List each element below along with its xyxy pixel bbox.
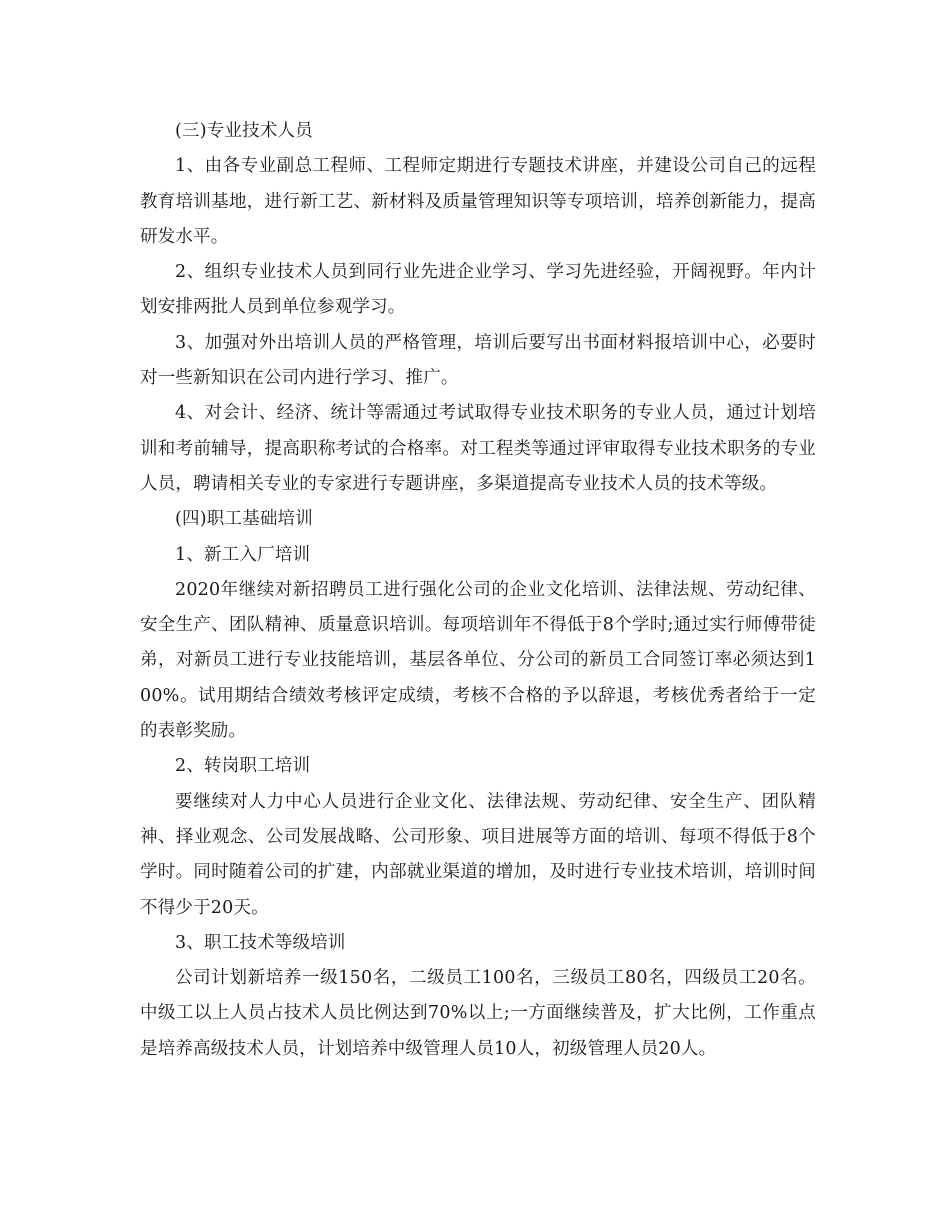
paragraph-item-3: 3、加强对外出培训人员的严格管理，培训后要写出书面材料报培训中心，必要时对一些新知识在公司内进行学习、推广。 xyxy=(140,332,816,389)
section-heading-basic-training: (四)职工基础培训 xyxy=(175,509,313,530)
subheading-skill-level-training: 3、职工技术等级培训 xyxy=(175,932,346,953)
document-body xyxy=(140,114,816,1067)
paragraph-item-4: 4、对会计、经济、统计等需通过考试取得专业技术职务的专业人员，通过计划培训和考前辅导，提高职称考试的合格率。对工程类等通过评审取得专业技术职务的专业人员，聘请相关专业的专家进行专题讲座，多渠道提高专业技术人员的技术等级。 xyxy=(140,403,816,494)
paragraph-item-2: 2、组织专业技术人员到同行业先进企业学习、学习先进经验，开阔视野。年内计划安排两批人员到单位参观学习。 xyxy=(140,262,816,318)
subheading-transfer-training: 2、转岗职工培训 xyxy=(175,756,311,777)
paragraph-skill-level-training: 公司计划新培养一级150名，二级员工100名，三级员工80名，四级员工20名。中级工以上人员占技术人员比例达到70%以上;一方面继续普及，扩大比例，工作重点是培养高级技术人员，计划培养中级管理人员10人，初级管理人员20人。 xyxy=(140,968,816,1059)
subheading-new-worker-training: 1、新工入厂培训 xyxy=(175,544,311,565)
paragraph-new-worker-training: 2020年继续对新招聘员工进行强化公司的企业文化培训、法律法规、劳动纪律、安全生产、团队精神、质量意识培训。每项培训年不得低于8个学时;通过实行师傅带徒弟，对新员工进行专业技能培训，基层各单位、分公司的新员工合同签订率必须达到100%。试用期结合绩效考核评定成绩，考核不合格的予以辞退，考核优秀者给于一定的表彰奖励。 xyxy=(140,579,816,742)
paragraph-transfer-training: 要继续对人力中心人员进行企业文化、法律法规、劳动纪律、安全生产、团队精神、择业观念、公司发展战略、公司形象、项目进展等方面的培训、每项不得低于8个学时。同时随着公司的扩建，内部就业渠道的增加，及时进行专业技术培训，培训时间不得少于20天。 xyxy=(140,791,816,918)
paragraph-item-1: 1、由各专业副总工程师、工程师定期进行专题技术讲座，并建设公司自己的远程教育培训基地，进行新工艺、新材料及质量管理知识等专项培训，培养创新能力，提高研发水平。 xyxy=(140,156,816,247)
section-heading-professional-staff: (三)专业技术人员 xyxy=(175,121,313,141)
